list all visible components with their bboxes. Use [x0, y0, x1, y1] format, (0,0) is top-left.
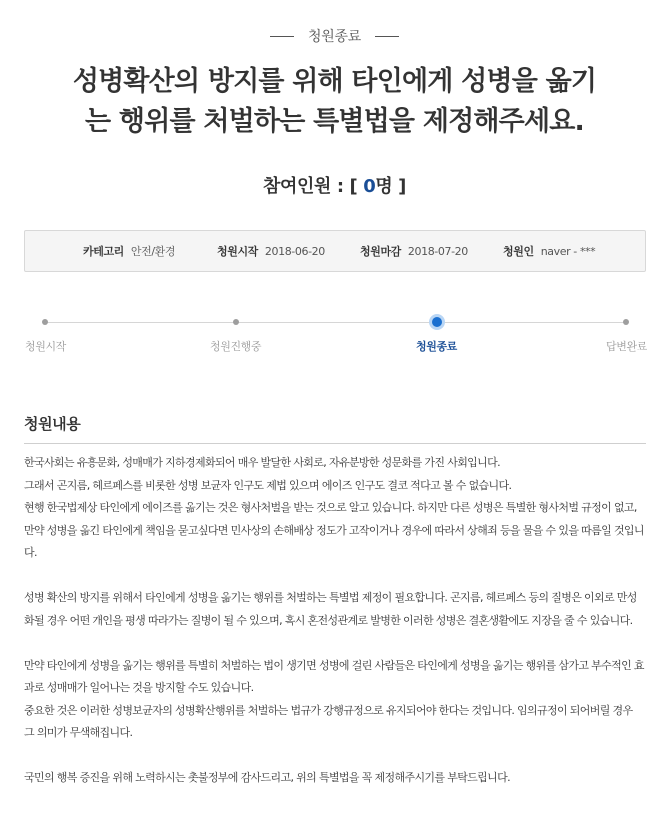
progress-step-answered: 답변완료	[606, 340, 647, 353]
content-line: 현행 한국법제상 타인에게 에이즈를 옮기는 것은 형사처벌을 받는 것으로 알고 있습니다. 하지만 다른 성병은 특별한 형사처벌 규정이 없고,	[24, 501, 637, 514]
info-end-value: 2018-07-20	[407, 244, 468, 258]
divider	[270, 36, 294, 37]
info-category-label: 카테고리	[83, 245, 124, 258]
progress-dot-in-progress	[233, 319, 239, 325]
petition-progress-tracker	[0, 314, 669, 364]
info-start-label: 청원시작	[217, 245, 258, 258]
progress-dot-start	[42, 319, 48, 325]
info-author	[503, 231, 595, 271]
participant-count-prefix: 참여인원 : [	[263, 176, 364, 197]
content-line: 과로 성매매가 일어나는 것을 방지할 수도 있습니다.	[24, 681, 254, 694]
content-line: 화될 경우 어떤 개인을 평생 따라가는 질병이 될 수 있으며, 혹시 혼전성관계로 발병한 이러한 성병은 결혼생활에도 지장을 줄 수 있습니다.	[24, 613, 633, 627]
content-line: 다.	[24, 546, 37, 559]
participant-count	[0, 172, 669, 198]
content-paragraph	[24, 587, 648, 632]
progress-dot-answered	[623, 319, 629, 325]
petition-content	[24, 452, 648, 790]
content-paragraph	[24, 452, 648, 565]
progress-line	[45, 322, 626, 323]
info-start-date	[217, 231, 325, 271]
content-section-header	[24, 413, 646, 444]
paragraph-spacer	[24, 565, 648, 588]
participant-count-suffix: 명 ]	[375, 176, 406, 197]
progress-step-in-progress: 청원진행중	[210, 340, 262, 353]
title-line: 성병확산의 방지를 위해 타인에게 성병을 옮기	[72, 66, 597, 97]
title-line: 는 행위를 처벌하는 특별법을 제정해주세요.	[85, 106, 584, 137]
info-author-label: 청원인	[503, 245, 534, 258]
progress-dot-ended	[432, 317, 442, 327]
content-line: 만약 성병을 옮긴 타인에게 책임을 묻고싶다면 민사상의 손해배상 정도가 고작이거나 경우에 따라서 상해죄 등을 물을 수 있을 따름일 것입니	[24, 523, 644, 537]
content-line: 국민의 행복 증진을 위해 노력하시는 촛불정부에 감사드리고, 위의 특별법을 꼭 제정해주시기를 부탁드립니다.	[24, 771, 510, 784]
content-line: 만약 타인에게 성병을 옮기는 행위를 특별히 처벌하는 법이 생기면 성병에 걸린 사람들은 타인에게 성병을 옮기는 행위를 삼가고 부수적인 효	[24, 658, 644, 672]
info-end-label: 청원마감	[360, 245, 401, 258]
progress-step-ended: 청원종료	[416, 340, 457, 353]
info-category	[83, 231, 175, 271]
participant-count-number: 0	[363, 176, 376, 197]
content-paragraph	[24, 655, 648, 745]
content-paragraph	[24, 767, 648, 790]
content-line: 성병 확산의 방지를 위해서 타인에게 성병을 옮기는 행위를 처벌하는 특별법 제정이 필요합니다. 곤지름, 헤르페스 등의 질병은 이외로 만성	[24, 591, 637, 604]
petition-title	[40, 62, 629, 142]
petition-info-box	[24, 230, 646, 272]
info-end-date	[360, 231, 468, 271]
paragraph-spacer	[24, 745, 648, 768]
divider	[375, 36, 399, 37]
content-line: 그 의미가 무색해집니다.	[24, 726, 133, 739]
content-line: 중요한 것은 이러한 성병보균자의 성병확산행위를 처벌하는 법규가 강행규정으로 유지되어야 한다는 것입니다. 임의규정이 되어버릴 경우	[24, 703, 633, 717]
petition-status-header	[0, 24, 669, 48]
info-author-value: naver - ***	[540, 244, 596, 258]
info-category-value: 안전/환경	[130, 245, 176, 258]
info-start-value: 2018-06-20	[264, 244, 325, 258]
content-line: 한국사회는 유흥문화, 성매매가 지하경제화되어 매우 발달한 사회로, 자유분방한 성문화를 가진 사회입니다.	[24, 456, 500, 469]
petition-status-label: 청원종료	[308, 29, 361, 45]
paragraph-spacer	[24, 632, 648, 655]
content-line: 그래서 곤지름, 헤르페스를 비롯한 성병 보균자 인구도 제법 있으며 에이즈 인구도 결코 적다고 볼 수 없습니다.	[24, 478, 512, 492]
content-heading: 청원내용	[24, 415, 81, 433]
progress-step-start: 청원시작	[25, 340, 66, 353]
